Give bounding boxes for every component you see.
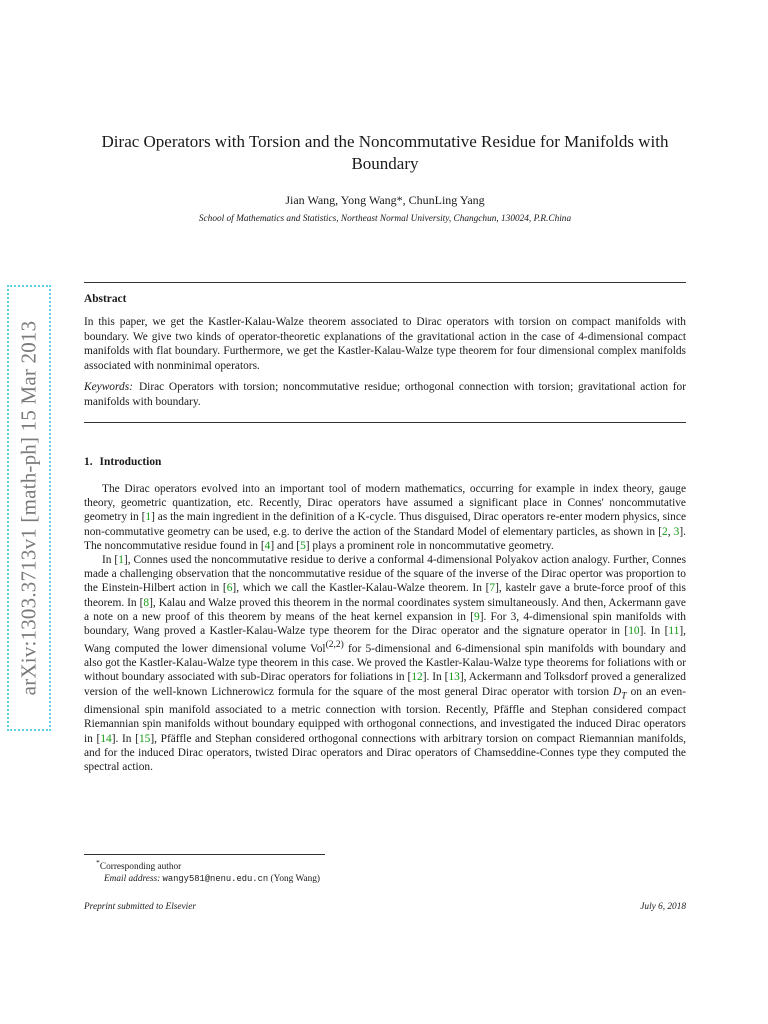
citation-number[interactable]: 7	[489, 582, 496, 595]
citation-number[interactable]: 3	[673, 525, 680, 538]
citation-link[interactable]: [14]	[96, 732, 116, 745]
text-run: , Ackermann and Tolksdorf proved a generalized version of the well-known Lichnerowicz formula for the square of the most general Dirac operator with torsion	[84, 671, 686, 698]
math-symbol-d: D	[613, 685, 622, 698]
footnote-corresponding	[96, 857, 320, 873]
citation-number[interactable]: 6	[226, 582, 233, 595]
citation-link[interactable]: [9]	[470, 610, 484, 623]
citation-number[interactable]: 10	[628, 625, 640, 638]
text-run: . The noncommutative residue found in	[84, 525, 686, 552]
citation-link[interactable]: [7]	[485, 582, 499, 595]
email-label: Email address:	[104, 874, 161, 885]
citation-number[interactable]: 5	[300, 539, 306, 552]
text-run: . In	[426, 671, 445, 684]
citation-link[interactable]: [13]	[444, 671, 464, 684]
abstract-text: In this paper, we get the Kastler-Kalau-Walze theorem associated to Dirac operators with torsion on compact manifolds with boundary. We give two kinds of operator-theoretic explanations of the gravitational action in the case of 4-dimensional compact manifolds with flat boundary. Furthermore, we get the Kastler-Kalau-Walze type theorem for four dimensional complex manifolds associated with nonminimal operators.	[84, 316, 686, 372]
text-run: . In	[115, 732, 136, 745]
paper-title: Dirac Operators with Torsion and the Noncommutative Residue for Manifolds with Boundary	[101, 132, 669, 173]
citation-number[interactable]: 8	[143, 596, 150, 609]
text-run: . For 3, 4-dimensional spin manifolds with boundary, Wang proved a Kastler-Kalau-Walze type theorem for the Dirac operator and the signature operator in	[84, 610, 686, 638]
text-run: for 5-dimensional and 6-dimensional spin manifolds with boundary and also got the Kastler-Kalau-Walze type theorem in this case. We proved the Kastler-Kalau-Walze type theorems for foliations with or without boundary associated with sub-Dirac operators for foliations in	[84, 643, 686, 684]
preprint-note: Preprint submitted to Elsevier	[84, 902, 196, 912]
text-run: as the main ingredient in the definition of a K-cycle. Thus disguised, Dirac operators re-enter modern physics, since non-commutative geometry can be used, e.g. to derive the action of the Standard Model of elementary particles, as shown in	[84, 511, 686, 538]
text-run: , Wang computed the lower dimensional volume Vol	[84, 625, 686, 656]
text-run: , Connes used the noncommutative residue to derive a conformal 4-dimensional Polyakov action analogy. Further, Connes made a challenging observation that the noncommutative residue of the square of the inverse of the Dirac opertor was proportion to the Einstein-Hilbert action in	[84, 554, 687, 595]
volume-superscript: (2,2)	[325, 640, 344, 651]
text-run: In	[102, 554, 115, 567]
footnote-rule	[84, 854, 325, 855]
citation-link[interactable]: [5]	[296, 539, 310, 552]
citation-number[interactable]: 14	[100, 732, 112, 745]
text-run: The Dirac operators evolved into an important tool of modern mathematics, occurring for example in index theory, gauge theory, geometric quantization, etc. Recently, Dirac operators have assumed a significant place in Connes' noncommutative geometry in	[84, 483, 686, 524]
citation-link[interactable]: [1]	[114, 554, 128, 567]
citation-link[interactable]: [11]	[664, 625, 684, 638]
section-title: Introduction	[99, 456, 162, 468]
citation-number[interactable]: 1	[118, 554, 124, 567]
text-run: , Kalau and Walze proved this theorem in the normal coordinates system simultaneously. And then, Ackermann gave a note on a new proof of this theorem by means of the heat kernel expansion in	[84, 596, 686, 623]
abstract-heading: Abstract	[84, 293, 127, 305]
keywords-label: Keywords:	[84, 381, 133, 393]
footnote-text: Corresponding author	[99, 862, 182, 873]
abstract-top-rule	[84, 282, 686, 283]
intro-paragraph-2	[84, 553, 686, 774]
arxiv-identifier-stamp[interactable]	[7, 285, 51, 731]
arxiv-identifier[interactable]: arXiv:1303.3713v1 [math-ph] 15 Mar 2013	[16, 320, 41, 696]
footnote-mark: *	[96, 858, 100, 867]
text-run: plays a prominent role in noncommutative geometry.	[309, 539, 554, 552]
abstract-bottom-rule	[84, 422, 686, 423]
citation-link[interactable]: [10]	[624, 625, 644, 638]
text-run: on an even-dimensional spin manifold associated to a metric connection with torsion. Recently, Pfäffle and Stephan considered compact Riemannian spin manifolds without boundary equipped with orthogonal connections, and investigated the induced Dirac operators in	[84, 685, 686, 745]
citation-number[interactable]: 2	[662, 525, 668, 538]
email-owner: (Yong Wang)	[270, 874, 320, 885]
citation-number[interactable]: 12	[411, 671, 423, 684]
section-number: 1.	[84, 456, 93, 468]
text-run: , Pfäffle and Stephan considered orthogonal connections with arbitrary torsion on compact Riemannian manifolds, and for the induced Dirac operators, twisted Dirac operators and Dirac operators of Chamseddine-Connes type they computed the spectral action.	[84, 732, 686, 773]
section-heading-introduction	[84, 456, 161, 468]
preprint-date: July 6, 2018	[640, 902, 686, 912]
citation-number[interactable]: 4	[264, 539, 271, 552]
text-run: and	[274, 539, 297, 552]
citation-number[interactable]: 11	[668, 625, 680, 638]
citation-number[interactable]: 13	[448, 671, 460, 684]
author-list: Jian Wang, Yong Wang*, ChunLing Yang	[285, 193, 485, 207]
author-affiliation: School of Mathematics and Statistics, Northeast Normal University, Changchun, 130024, P.R.China	[198, 214, 572, 224]
citation-link[interactable]: [1]	[141, 511, 155, 524]
citation-link[interactable]: [12]	[407, 671, 427, 684]
text-run: . In	[643, 625, 665, 638]
citation-link[interactable]: [8]	[139, 596, 153, 609]
keywords-block	[84, 380, 686, 409]
text-run: , which we call the Kastler-Kalau-Walze theorem. In	[236, 582, 486, 595]
citation-link[interactable]: [6]	[222, 582, 237, 595]
footnote-email-line	[96, 873, 320, 885]
math-subscript-t: T	[621, 690, 627, 701]
keywords-text: Dirac Operators with torsion; noncommutative residue; orthogonal connection with torsion; gravitational action for manifolds with boundary.	[84, 381, 686, 408]
introduction-body	[84, 482, 686, 774]
citation-number[interactable]: 9	[473, 610, 480, 623]
citation-number[interactable]: 15	[138, 732, 151, 745]
citation-link[interactable]: [2, 3]	[658, 525, 684, 538]
text-run: , kastelr gave a brute-force proof of this theorem. In	[84, 582, 686, 609]
citation-link[interactable]: [15]	[135, 732, 155, 745]
citation-number[interactable]: 1	[145, 511, 152, 524]
email-address[interactable]: wangy581@nenu.edu.cn	[162, 874, 269, 885]
footnote	[96, 857, 320, 885]
citation-link[interactable]: [4]	[260, 539, 275, 552]
intro-paragraph-1	[84, 482, 686, 553]
